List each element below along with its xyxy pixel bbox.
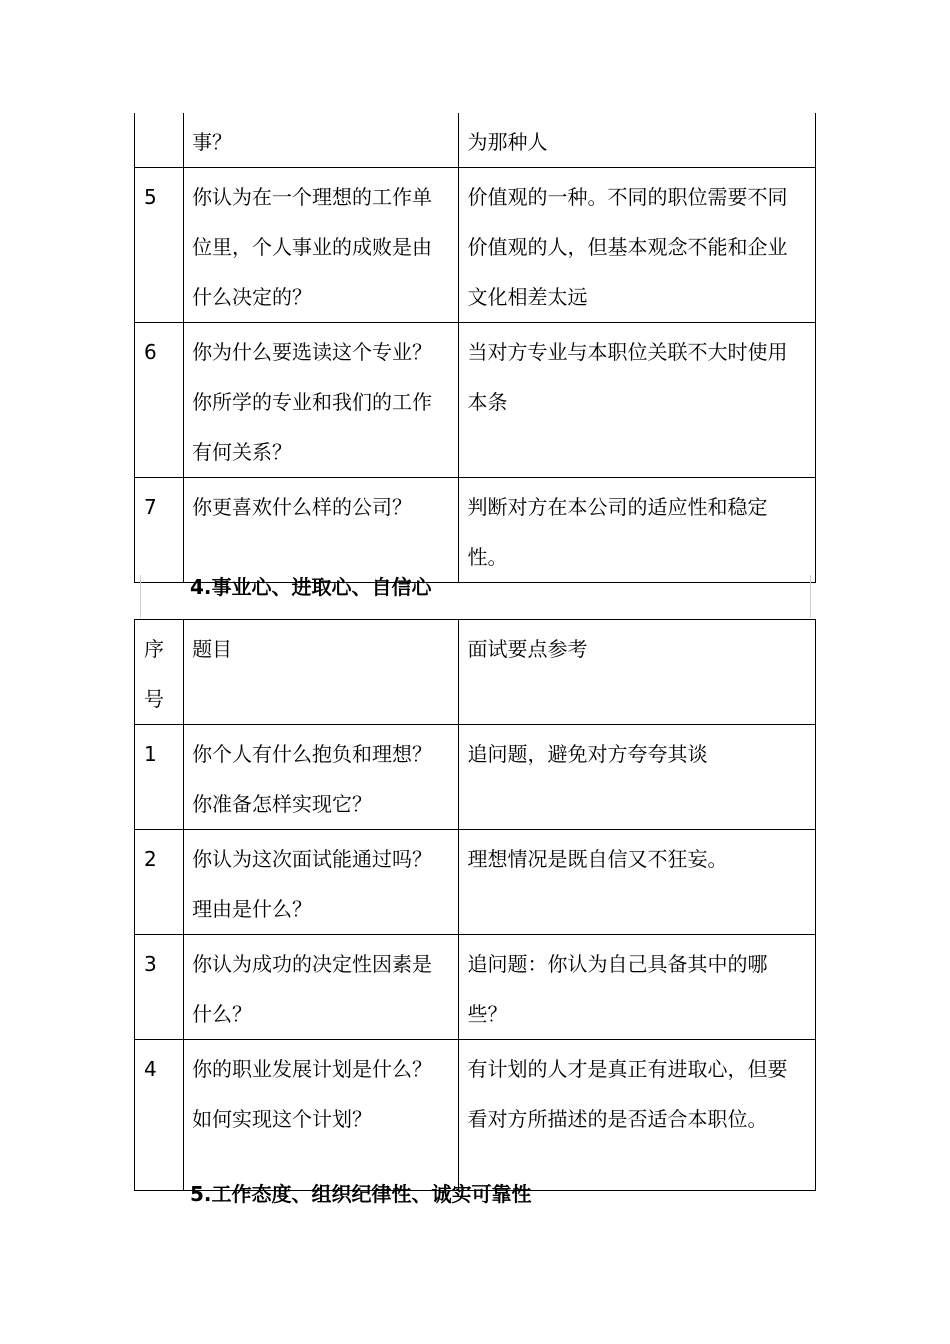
section-title-5: 5.工作态度、组织纪律性、诚实可靠性 bbox=[190, 1182, 532, 1206]
question-cell: 你认为成功的决定性因素是什么？ bbox=[184, 935, 459, 1040]
header-number: 序号 bbox=[135, 620, 184, 725]
question-cell: 你的职业发展计划是什么？如何实现这个计划？ bbox=[184, 1040, 459, 1191]
section-title-4: 4.事业心、进取心、自信心 bbox=[190, 575, 432, 599]
row-number: 1 bbox=[135, 725, 184, 830]
question-cell: 事？ bbox=[184, 113, 459, 168]
question-cell: 你认为这次面试能通过吗？理由是什么？ bbox=[184, 830, 459, 935]
table-row bbox=[135, 323, 816, 478]
table-header-row bbox=[135, 620, 816, 725]
note-cell: 判断对方在本公司的适应性和稳定性。 bbox=[459, 478, 816, 583]
row-number: 6 bbox=[135, 323, 184, 478]
note-cell: 追问题，避免对方夸夸其谈 bbox=[459, 725, 816, 830]
header-note: 面试要点参考 bbox=[459, 620, 816, 725]
table-row bbox=[135, 113, 816, 168]
header-question: 题目 bbox=[184, 620, 459, 725]
note-cell: 理想情况是既自信又不狂妄。 bbox=[459, 830, 816, 935]
note-cell: 价值观的一种。不同的职位需要不同价值观的人，但基本观念不能和企业文化相差太远 bbox=[459, 168, 816, 323]
table-row bbox=[135, 935, 816, 1040]
question-cell: 你个人有什么抱负和理想？你准备怎样实现它？ bbox=[184, 725, 459, 830]
row-number: 7 bbox=[135, 478, 184, 583]
table-row bbox=[135, 168, 816, 323]
table-row bbox=[135, 1040, 816, 1191]
row-number: 2 bbox=[135, 830, 184, 935]
note-cell: 为那种人 bbox=[459, 113, 816, 168]
row-number: 5 bbox=[135, 168, 184, 323]
row-number bbox=[135, 113, 184, 168]
note-cell: 当对方专业与本职位关联不大时使用本条 bbox=[459, 323, 816, 478]
table-row bbox=[135, 478, 816, 583]
note-cell: 追问题：你认为自己具备其中的哪些？ bbox=[459, 935, 816, 1040]
question-cell: 你更喜欢什么样的公司？ bbox=[184, 478, 459, 583]
question-cell: 你认为在一个理想的工作单位里，个人事业的成败是由什么决定的？ bbox=[184, 168, 459, 323]
row-number: 3 bbox=[135, 935, 184, 1040]
question-cell: 你为什么要选读这个专业？你所学的专业和我们的工作有何关系？ bbox=[184, 323, 459, 478]
note-cell: 有计划的人才是真正有进取心，但要看对方所描述的是否适合本职位。 bbox=[459, 1040, 816, 1191]
row-number: 4 bbox=[135, 1040, 184, 1191]
table-row bbox=[135, 725, 816, 830]
questions-table-continued bbox=[134, 113, 816, 583]
table-row bbox=[135, 830, 816, 935]
questions-table-ambition bbox=[134, 619, 816, 1191]
